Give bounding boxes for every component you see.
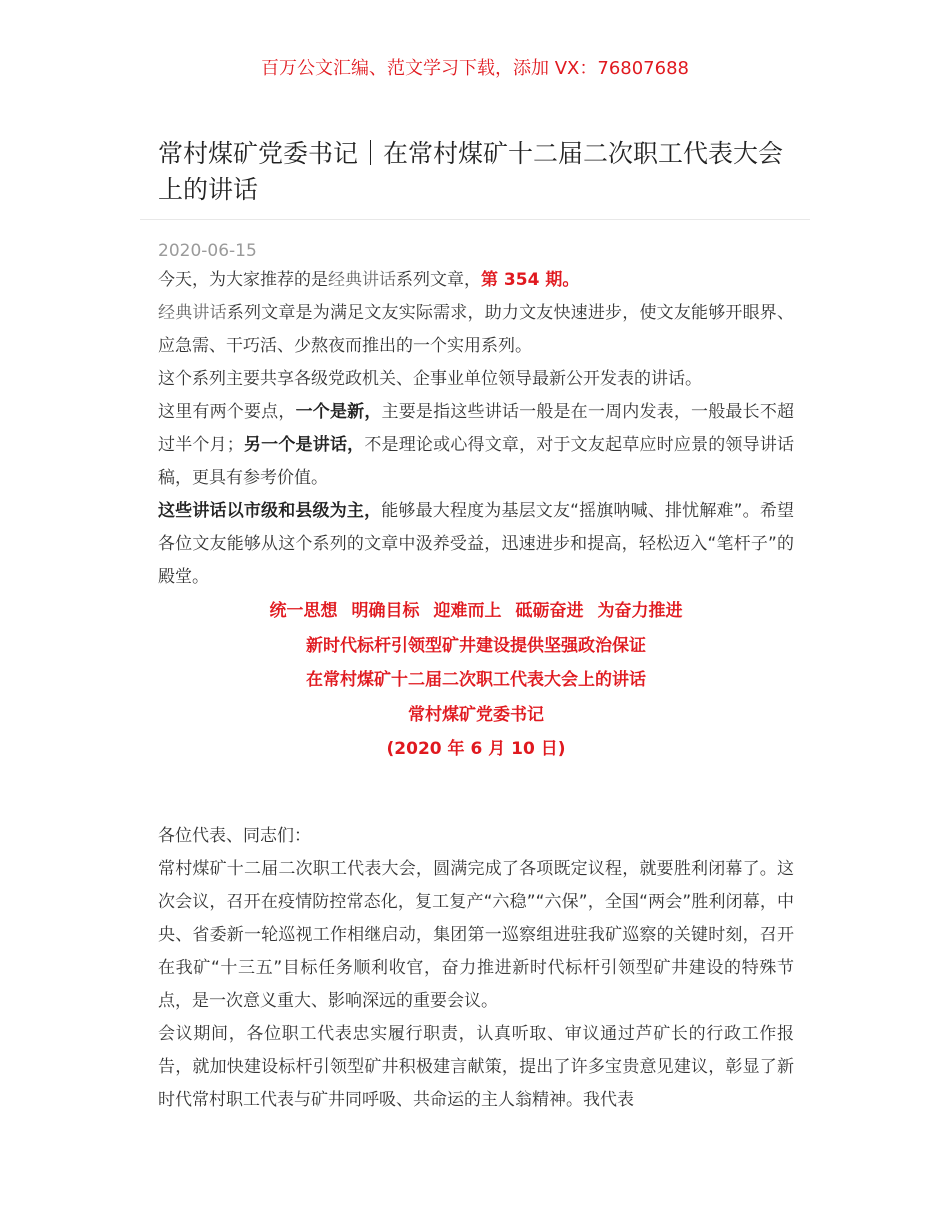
speech-date: (2020 年 6 月 10 日): [386, 739, 566, 759]
slogan: 砥砺奋进: [515, 601, 584, 621]
article-date: 2020-06-15: [158, 241, 257, 261]
article-title: 常村煤矿党委书记｜在常村煤矿十二届二次职工代表大会上的讲话: [158, 139, 784, 204]
intro-text: 系列文章，: [396, 270, 481, 290]
key-point-3: 这些讲话以市级和县级为主，: [158, 501, 382, 521]
speech-paragraph-2: 会议期间，各位职工代表忠实履行职责，认真听取、审议通过芦矿长的行政工作报告，就加快建设标杆引领型矿井积极建言献策，提出了许多宝贵意见建议，彰显了新时代常村职工代表与矿井同呼吸、共命运的主人翁精神。我代表: [158, 1023, 794, 1110]
series-name: 经典讲话: [158, 303, 227, 323]
key-point-2: 另一个是讲话，: [243, 435, 365, 455]
speech-subtitle: 新时代标杆引领型矿井建设提供坚强政治保证: [306, 635, 646, 656]
slogan: 明确目标: [351, 601, 420, 621]
key-point-1: 一个是新，: [295, 402, 382, 422]
intro-paragraph-5: [158, 495, 794, 594]
series-name: 经典讲话: [328, 270, 396, 290]
spacer: [158, 767, 794, 820]
slogan: 统一思想: [269, 601, 338, 621]
speech-paragraph-1: 常村煤矿十二届二次职工代表大会，圆满完成了各项既定议程，就要胜利闭幕了。这次会议，召开在疫情防控常态化，复工复产“六稳”“六保”，全国“两会”胜利闭幕，中央、省委新一轮巡视工作相继启动，集团第一巡察组进驻我矿巡察的关键时刻，召开在我矿“十三五”目标任务顺利收官，奋力推进新时代标杆引领型矿井建设的特殊节点，是一次意义重大、影响深远的重要会议。: [158, 858, 794, 1011]
speech-title: 在常村煤矿十二届二次职工代表大会上的讲话: [306, 670, 646, 690]
article-content: [158, 264, 794, 1117]
title-divider: [140, 219, 810, 220]
watermark-banner: 百万公文汇编、范文学习下载，添加 VX：76807688: [261, 58, 689, 79]
issue-number: 第 354 期。: [481, 270, 580, 290]
intro-text: 主要是指这些讲话一般是在一周内发表，一般最长不超过半个月；: [158, 402, 795, 455]
intro-text: 今天，为大家推荐的是: [158, 270, 328, 290]
intro-text: 系列文章是为满足文友实际需求，助力文友快速进步，使文友能够开眼界、应急需、干巧活、少熬夜而推出的一个实用系列。: [158, 303, 795, 356]
slogan: 为奋力推进: [597, 601, 683, 621]
speech-greeting: 各位代表、同志们：: [158, 825, 311, 846]
speech-slogan-line: [158, 594, 794, 629]
intro-text: 这里有两个要点，: [158, 402, 296, 422]
intro-text: 能够最大程度为基层文友“摇旗呐喊、排忧解难”。希望各位文友能够从这个系列的文章中汲养受益，迅速进步和提高，轻松迈入“笔杆子”的殿堂。: [158, 501, 794, 587]
intro-paragraph-2: [158, 297, 794, 363]
intro-paragraph-1: [158, 264, 794, 297]
speech-speaker: 常村煤矿党委书记: [408, 704, 544, 725]
intro-paragraph-3: 这个系列主要共享各级党政机关、企事业单位领导最新公开发表的讲话。: [158, 369, 702, 389]
intro-text: 不是理论或心得文章，对于文友起草应时应景的领导讲话稿，更具有参考价值。: [158, 435, 795, 488]
slogan: 迎难而上: [433, 601, 502, 621]
intro-paragraph-4: [158, 396, 794, 495]
